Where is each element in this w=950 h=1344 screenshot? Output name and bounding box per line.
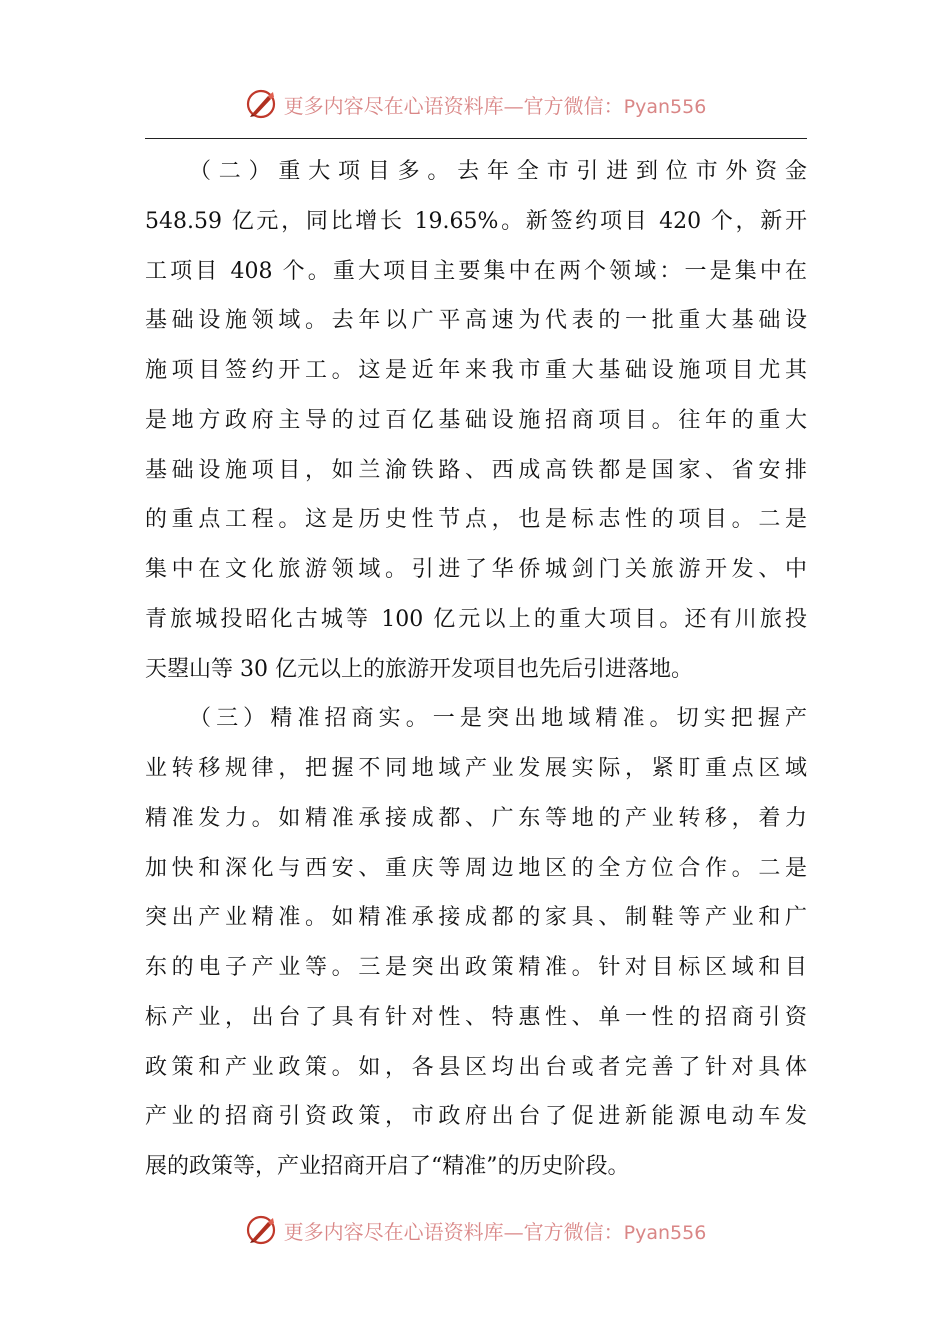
text-line: 是地方政府主导的过百亿基础设施招商项目。往年的重大 bbox=[145, 407, 807, 433]
footer-banner-text: 更多内容尽在心语资料库—官方微信：Pyan556 bbox=[283, 1219, 707, 1244]
text-line: 的重点工程。这是历史性节点，也是标志性的项目。二是 bbox=[145, 507, 807, 533]
text-line: （二）重大项目多。去年全市引进到位市外资金 bbox=[189, 159, 807, 184]
text-line: 加快和深化与西安、重庆等周边地区的全方位合作。二是 bbox=[145, 855, 807, 881]
text-line: 青旅城投昭化古城等 100 亿元以上的重大项目。还有川旅投 bbox=[145, 606, 807, 632]
pen-nib-logo-icon bbox=[244, 87, 278, 121]
text-line: 东的电子产业等。三是突出政策精准。针对目标区域和目 bbox=[145, 955, 807, 980]
header-divider bbox=[145, 138, 807, 139]
text-line: 工项目 408 个。重大项目主要集中在两个领域：一是集中在 bbox=[145, 258, 807, 284]
text-line: 精准发力。如精准承接成都、广东等地的产业转移，着力 bbox=[145, 805, 807, 831]
text-line: 基础设施项目，如兰渝铁路、西成高铁都是国家、省安排 bbox=[145, 457, 807, 483]
header-banner bbox=[0, 84, 950, 124]
text-line: 突出产业精准。如精准承接成都的家具、制鞋等产业和广 bbox=[145, 905, 807, 931]
text-line: 展的政策等，产业招商开启了“精准”的历史阶段。 bbox=[145, 1154, 630, 1179]
document-body bbox=[145, 147, 807, 1192]
text-line: 产业的招商引资政策，市政府出台了促进新能源电动车发 bbox=[145, 1104, 807, 1130]
text-line: 施项目签约开工。这是近年来我市重大基础设施项目尤其 bbox=[145, 358, 807, 383]
text-line: （三）精准招商实。一是突出地域精准。切实把握产 bbox=[189, 706, 807, 732]
text-line: 政策和产业政策。如，各县区均出台或者完善了针对具体 bbox=[145, 1054, 807, 1080]
footer-banner bbox=[0, 1210, 950, 1250]
header-banner-text: 更多内容尽在心语资料库—官方微信：Pyan556 bbox=[283, 93, 707, 118]
text-line: 548.59 亿元，同比增长 19.65%。新签约项目 420 个，新开 bbox=[145, 208, 807, 234]
text-line: 标产业，出台了具有针对性、特惠性、单一性的招商引资 bbox=[145, 1004, 807, 1030]
pen-nib-logo-icon bbox=[244, 1213, 278, 1247]
text-line: 集中在文化旅游领域。引进了华侨城剑门关旅游开发、中 bbox=[145, 557, 807, 582]
text-line: 天曌山等 30 亿元以上的旅游开发项目也先后引进落地。 bbox=[145, 656, 693, 682]
text-line: 业转移规律，把握不同地域产业发展实际，紧盯重点区域 bbox=[145, 756, 807, 781]
text-line: 基础设施领域。去年以广平高速为代表的一批重大基础设 bbox=[145, 308, 807, 334]
